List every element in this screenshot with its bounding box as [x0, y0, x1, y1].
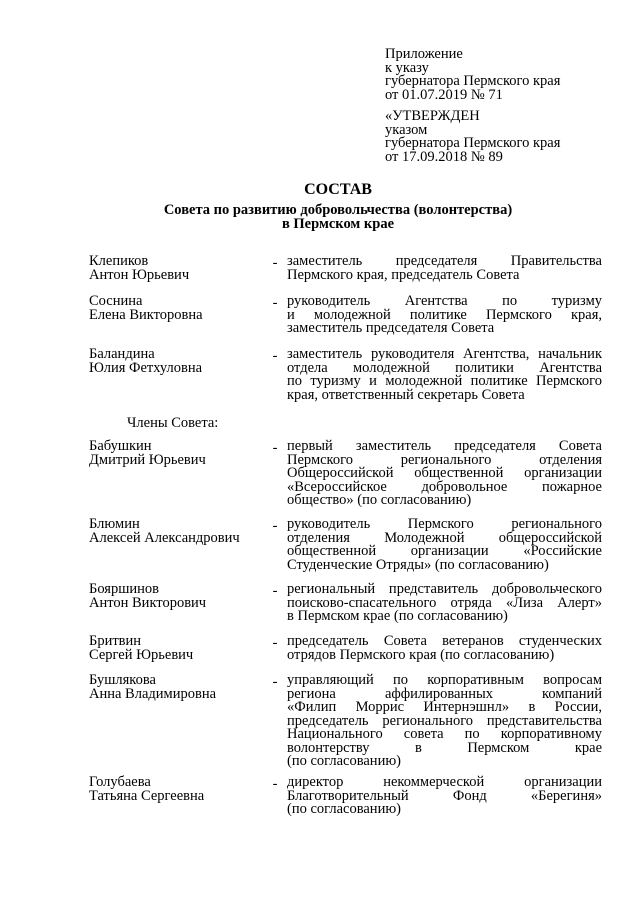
entry-dash: - — [272, 255, 278, 271]
member-role: председатель Совета ветеранов студенческих отрядов Пермского края (по согласованию) — [287, 633, 602, 663]
member-name: Бритвин Сергей Юрьевич — [89, 633, 194, 663]
document-title: СОСТАВ — [304, 181, 372, 198]
approved-line: губернатора Пермского края — [385, 135, 561, 151]
member-name: Баландина Юлия Фетхуловна — [89, 346, 203, 376]
member-name: Бушлякова Анна Владимировна — [89, 672, 217, 702]
members-label: Члены Совета: — [127, 415, 219, 431]
entry-dash: - — [272, 674, 278, 690]
annex-line: от 01.07.2019 № 71 — [385, 86, 503, 103]
member-name: Бабушкин Дмитрий Юрьевич — [89, 438, 206, 468]
subtitle-line: Совета по развитию добровольчества (волонтерства) — [163, 202, 513, 218]
member-name: Клепиков Антон Юрьевич — [89, 253, 190, 283]
member-name: Голубаева Татьяна Сергеевна — [89, 774, 205, 804]
member-role: первый заместитель председателя Совета Пермского регионального отделения Общероссийской общественной организации «Всероссийское добровольное пожарное общество» (по согласованию) — [287, 438, 602, 508]
entry-dash: - — [272, 583, 278, 599]
entry-dash: - — [272, 295, 278, 311]
approved-block — [385, 110, 560, 164]
document-subtitle — [0, 203, 640, 231]
approved-line: указом — [385, 121, 428, 138]
member-role: руководитель Агентства по туризму и молодежной политике Пермского края, заместитель председателя Совета — [287, 293, 602, 336]
subtitle-line: в Пермском крае — [281, 216, 395, 232]
entry-dash: - — [272, 440, 278, 456]
annex-line: губернатора Пермского края — [385, 73, 561, 89]
member-name: Соснина Елена Викторовна — [89, 293, 203, 323]
member-role: заместитель председателя Правительства Пермского края, председатель Совета — [287, 253, 602, 283]
entry-dash: - — [272, 518, 278, 534]
member-role: региональный представитель добровольческого поисково-спасательного отряда «Лиза Алерт» в Пермском крае (по согласованию) — [287, 581, 602, 624]
member-role: руководитель Пермского регионального отделения Молодежной общероссийской общественной организации «Российские Студенческие Отряды» (по согласованию) — [287, 516, 602, 573]
member-role: управляющий по корпоративным вопросам региона аффилированных компаний «Филип Моррис Интернэшнл» в России, председатель регионального представительства Национального совета по корпоративному волонтерству в Пермском крае (по согласованию) — [287, 672, 602, 769]
entry-dash: - — [272, 348, 278, 364]
member-name: Блюмин Алексей Александрович — [89, 516, 240, 546]
member-role: заместитель руководителя Агентства, начальник отдела молодежной политики Агентства по туризму и молодежной политике Пермского края, ответственный секретарь Совета — [287, 346, 602, 403]
annex-line: Приложение — [385, 46, 463, 62]
annex-block — [385, 48, 560, 102]
entry-dash: - — [272, 635, 278, 651]
member-role: директор некоммерческой организации Благотворительный Фонд «Берегиня» (по согласованию) — [287, 774, 602, 817]
approved-line: от 17.09.2018 № 89 — [385, 148, 503, 165]
approved-line: «УТВЕРЖДЕН — [385, 108, 480, 124]
entry-dash: - — [272, 776, 278, 792]
member-name: Бояршинов Антон Викторович — [89, 581, 207, 611]
annex-line: к указу — [385, 59, 429, 76]
